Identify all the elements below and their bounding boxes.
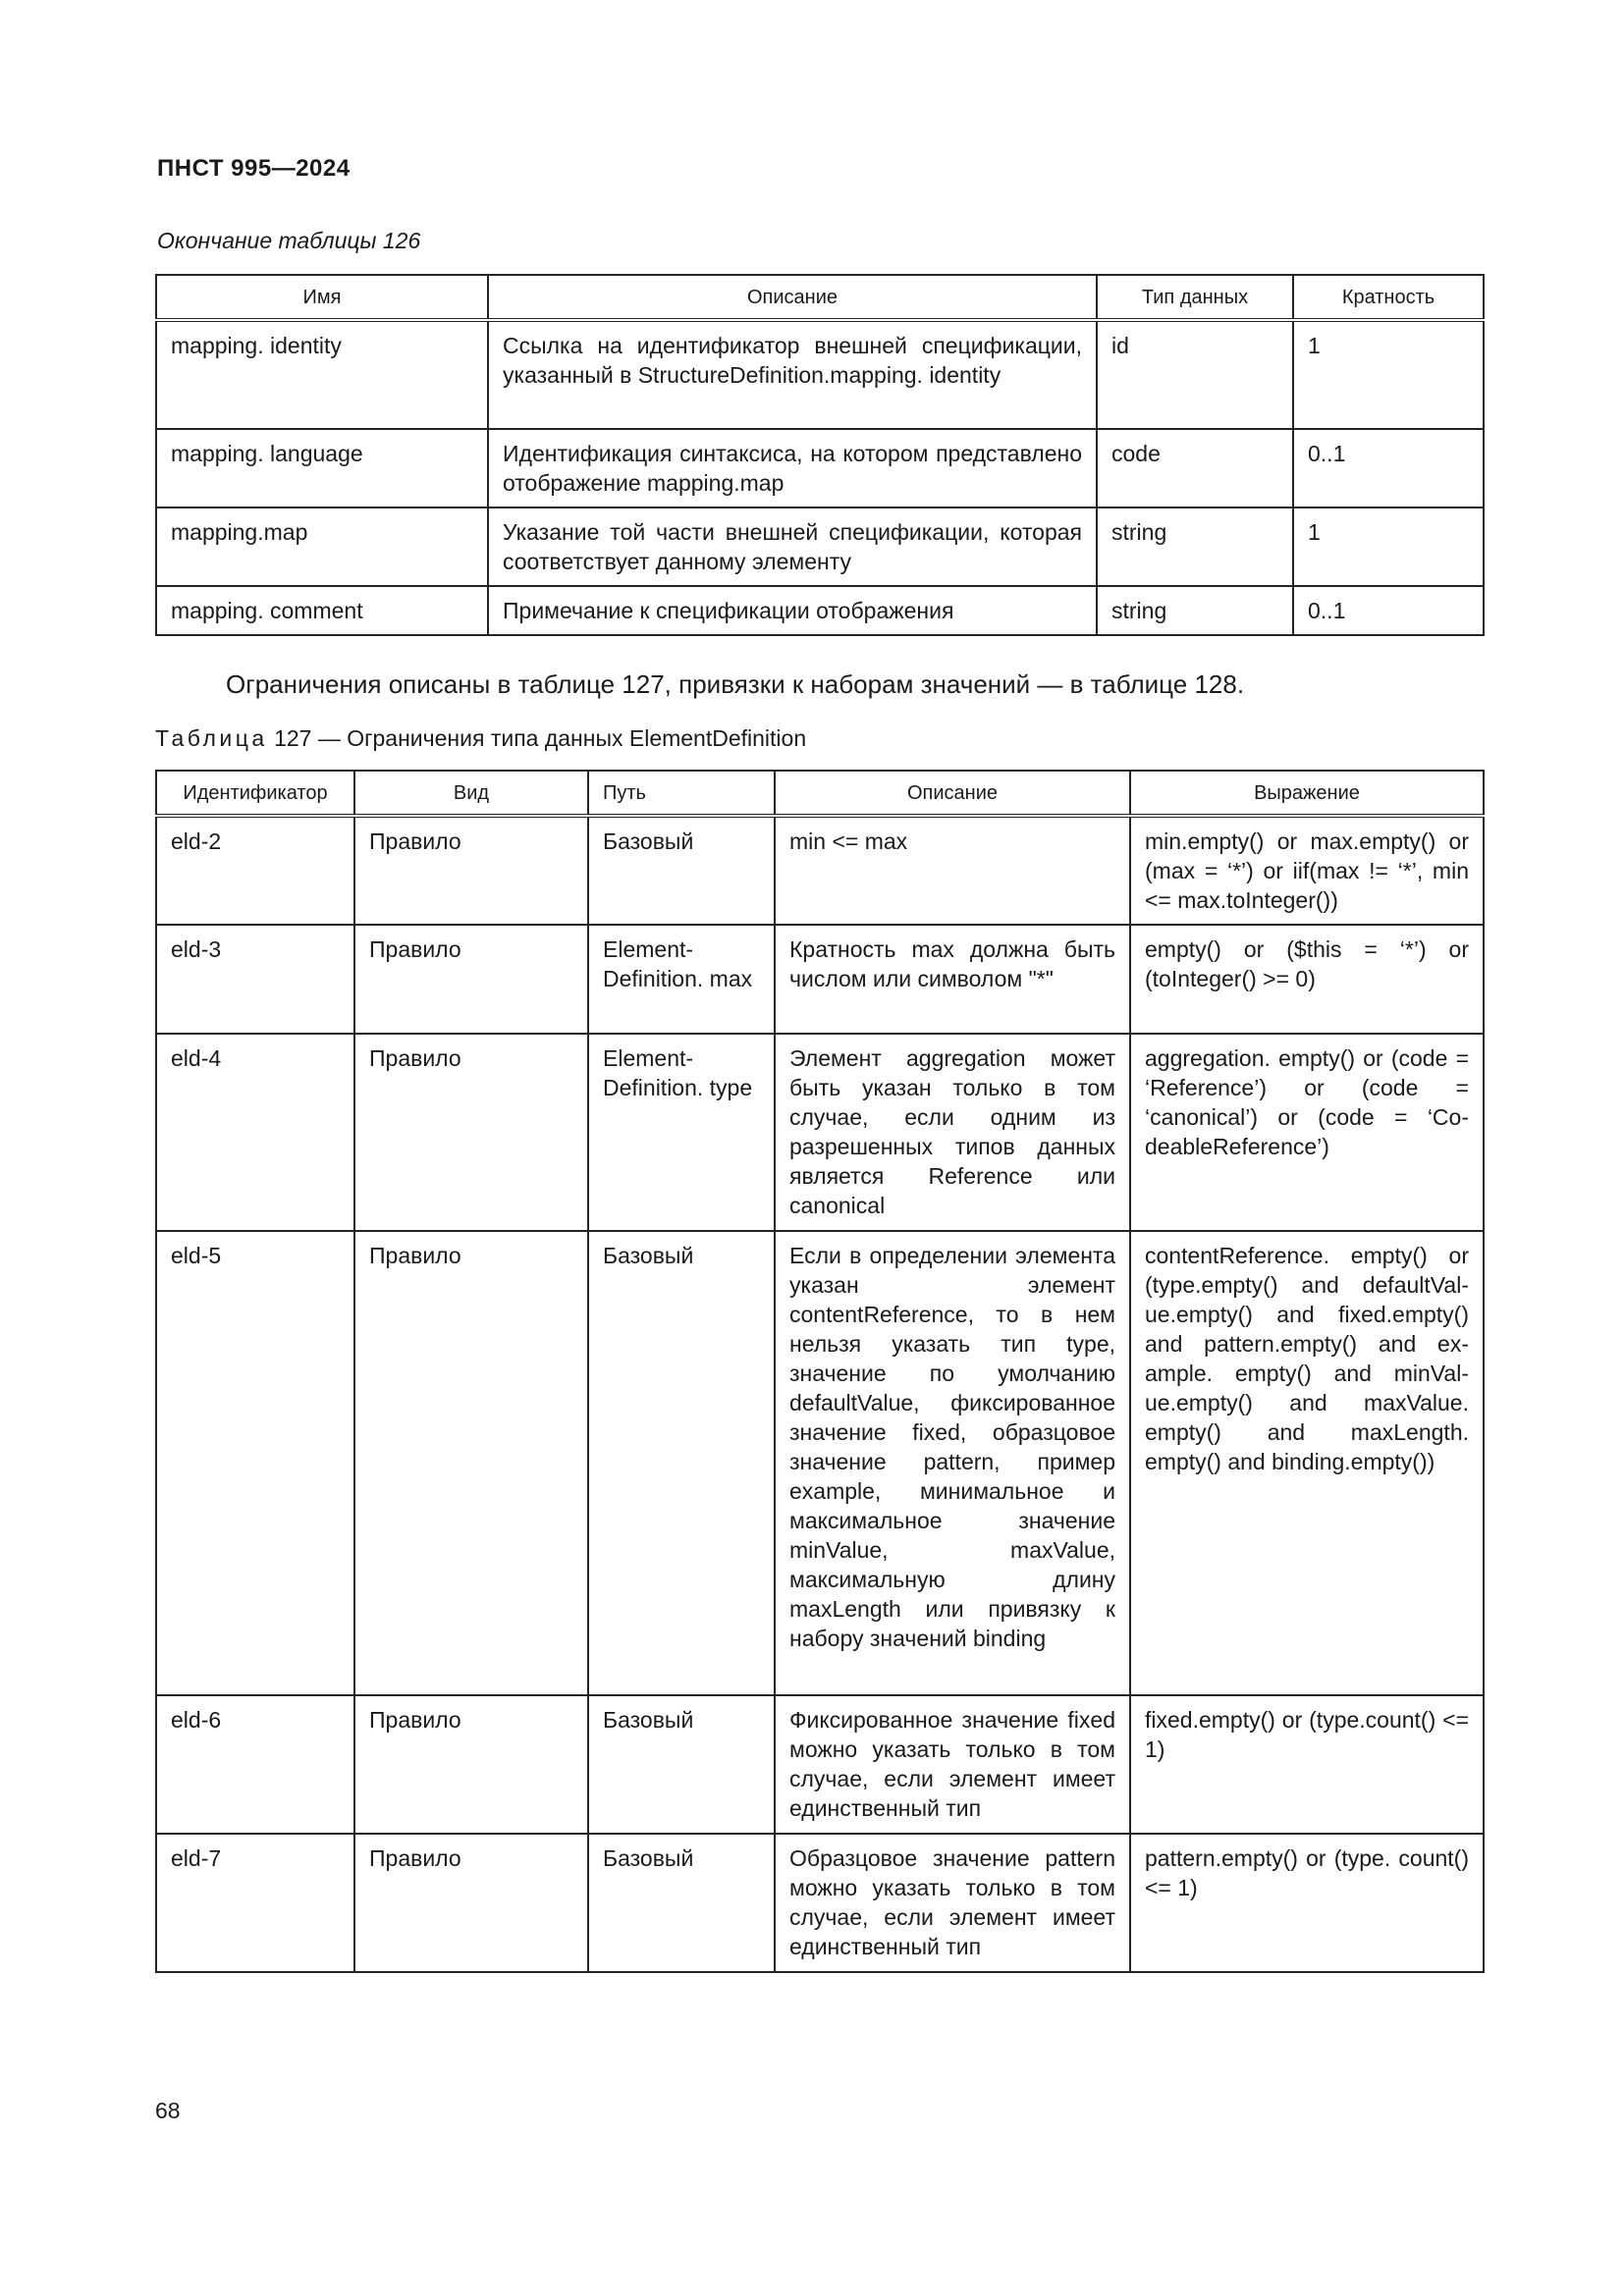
- cell-kind: Правило: [354, 816, 588, 925]
- column-header: Вид: [354, 771, 588, 816]
- cell-identifier: eld-3: [156, 925, 354, 1034]
- cell-name: mapping.map: [156, 507, 488, 586]
- document-code: ПНСТ 995—2024: [157, 155, 351, 182]
- cell-kind: Правило: [354, 925, 588, 1034]
- cell-description: Кратность max должна быть числом или символом "*": [775, 925, 1130, 1034]
- column-header: Имя: [156, 275, 488, 320]
- cell-expression: min.empty() or max.empty() or (max = ‘*’) or iif(max != ‘*’, min <= max.toInteger()): [1130, 816, 1484, 925]
- cell-description: Ссылка на идентификатор внешней спецификации, указанный в StructureDefinition.mapping. identity: [488, 320, 1097, 429]
- cell-path: Element-Definition. max: [588, 925, 775, 1034]
- cell-path: Element-Definition. type: [588, 1034, 775, 1231]
- cell-description: Фиксированное значение fixed можно указать только в том случае, если элемент имеет единственный тип: [775, 1695, 1130, 1834]
- cell-identifier: eld-4: [156, 1034, 354, 1231]
- cell-path: Базовый: [588, 1695, 775, 1834]
- table-127: [155, 770, 1485, 1973]
- column-header: Описание: [488, 275, 1097, 320]
- cell-name: mapping. identity: [156, 320, 488, 429]
- body-paragraph: Ограничения описаны в таблице 127, привязки к наборам значений — в таблице 128.: [226, 669, 1245, 699]
- cell-kind: Правило: [354, 1231, 588, 1695]
- cell-cardinality: 0..1: [1293, 429, 1484, 507]
- table-row: [156, 320, 1484, 429]
- table-127-caption: [155, 725, 806, 752]
- page-number: 68: [155, 2098, 181, 2123]
- cell-kind: Правило: [354, 1034, 588, 1231]
- cell-description: Элемент aggregation может быть указан только в том случае, если одним из разрешенных типов данных является Reference или canonical: [775, 1034, 1130, 1231]
- cell-type: code: [1097, 429, 1293, 507]
- cell-cardinality: 0..1: [1293, 586, 1484, 635]
- cell-expression: fixed.empty() or (type.count() <= 1): [1130, 1695, 1484, 1834]
- cell-description: Если в определении элемента указан элемент contentReference, то в нем нельзя указать тип type, значение по умолчанию defaultValue, фиксированное значение fixed, образцовое значение pattern, пример example, минимальное и максимальное значение minValue, maxValue, максимальную длину maxLength или привязку к набору значений binding: [775, 1231, 1130, 1695]
- cell-expression: contentReference. empty() or (type.empty() and defaultValue.empty() and fixed.empty() and pattern.empty() and example. empty() and minValue.empty() and maxValue. empty() and maxLength. empty() and binding.empty()): [1130, 1231, 1484, 1695]
- table-126-caption: Окончание таблицы 126: [157, 228, 421, 253]
- table-row: [156, 925, 1484, 1034]
- table-header-row: [156, 771, 1484, 816]
- table-row: [156, 1695, 1484, 1834]
- table-row: [156, 1034, 1484, 1231]
- cell-path: Базовый: [588, 816, 775, 925]
- cell-expression: aggregation. empty() or (code = ‘Reference’) or (code = ‘canonical’) or (code = ‘CodeableReference’): [1130, 1034, 1484, 1231]
- cell-identifier: eld-2: [156, 816, 354, 925]
- cell-type: id: [1097, 320, 1293, 429]
- table-header-row: [156, 275, 1484, 320]
- column-header: Описание: [775, 771, 1130, 816]
- cell-expression: pattern.empty() or (type. count() <= 1): [1130, 1834, 1484, 1972]
- cell-description: Примечание к спецификации отображения: [488, 586, 1097, 635]
- table-126: [155, 274, 1485, 636]
- column-header: Идентификатор: [156, 771, 354, 816]
- cell-description: Указание той части внешней спецификации, которая соответствует данному элементу: [488, 507, 1097, 586]
- cell-path: Базовый: [588, 1231, 775, 1695]
- cell-name: mapping. language: [156, 429, 488, 507]
- table-row: [156, 507, 1484, 586]
- table-row: [156, 1834, 1484, 1972]
- cell-description: min <= max: [775, 816, 1130, 925]
- cell-type: string: [1097, 586, 1293, 635]
- cell-name: mapping. comment: [156, 586, 488, 635]
- cell-kind: Правило: [354, 1695, 588, 1834]
- cell-identifier: eld-7: [156, 1834, 354, 1972]
- cell-kind: Правило: [354, 1834, 588, 1972]
- cell-description: Образцовое значение pattern можно указать только в том случае, если элемент имеет единственный тип: [775, 1834, 1130, 1972]
- column-header: Кратность: [1293, 275, 1484, 320]
- cell-cardinality: 1: [1293, 320, 1484, 429]
- cell-expression: empty() or ($this = ‘*’) or (toInteger() >= 0): [1130, 925, 1484, 1034]
- table-row: [156, 586, 1484, 635]
- cell-identifier: eld-6: [156, 1695, 354, 1834]
- caption-label: Таблица: [155, 725, 268, 751]
- cell-identifier: eld-5: [156, 1231, 354, 1695]
- column-header: Выражение: [1130, 771, 1484, 816]
- table-row: [156, 429, 1484, 507]
- cell-path: Базовый: [588, 1834, 775, 1972]
- caption-text: 127 — Ограничения типа данных ElementDefinition: [267, 725, 807, 751]
- table-row: [156, 816, 1484, 925]
- cell-description: Идентификация синтаксиса, на котором представлено отображение mapping.map: [488, 429, 1097, 507]
- column-header: Путь: [588, 771, 775, 816]
- table-row: [156, 1231, 1484, 1695]
- cell-cardinality: 1: [1293, 507, 1484, 586]
- column-header: Тип данных: [1097, 275, 1293, 320]
- cell-type: string: [1097, 507, 1293, 586]
